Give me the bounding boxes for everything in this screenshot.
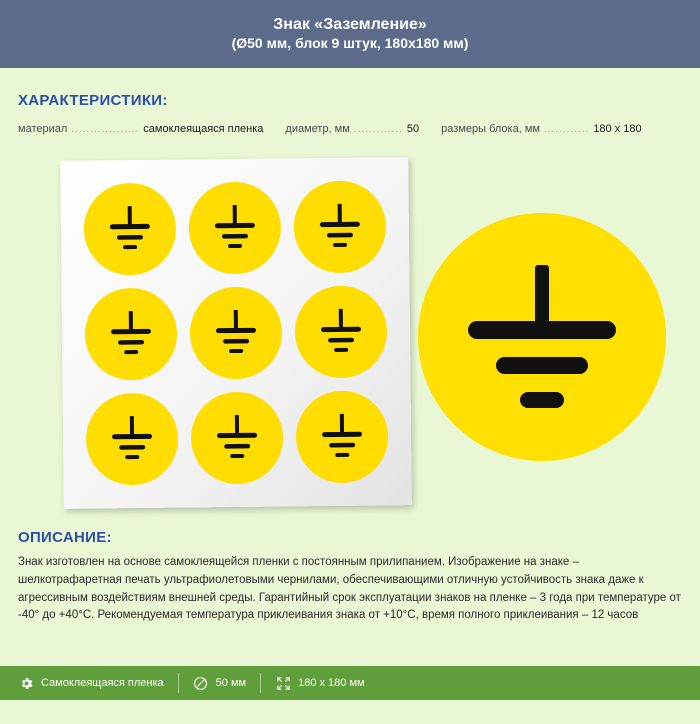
size-arrows-icon bbox=[275, 675, 291, 691]
characteristic-block-size-value: 180 х 180 bbox=[593, 123, 642, 135]
earth-ground-icon bbox=[452, 247, 632, 427]
ground-sign-small bbox=[296, 391, 389, 484]
ground-sign-small bbox=[191, 392, 284, 485]
ground-sign-large bbox=[418, 213, 666, 461]
footer-item-size bbox=[261, 666, 379, 700]
footer-item-diameter bbox=[179, 666, 260, 700]
ground-sign-small bbox=[190, 287, 283, 380]
earth-ground-icon bbox=[99, 303, 162, 366]
footer-item-diameter-label: 50 мм bbox=[215, 677, 247, 689]
footer-item-material bbox=[0, 666, 178, 700]
characteristic-material-label: материал bbox=[18, 123, 68, 135]
earth-ground-icon bbox=[98, 197, 161, 260]
earth-ground-icon bbox=[311, 406, 374, 469]
characteristic-diameter bbox=[285, 123, 419, 135]
ground-sign-small bbox=[294, 180, 387, 273]
content-area bbox=[0, 92, 700, 724]
gear-icon bbox=[18, 675, 34, 691]
characteristic-block-size bbox=[441, 123, 641, 135]
characteristic-diameter-value: 50 bbox=[406, 123, 420, 135]
ground-sign-small bbox=[83, 182, 176, 275]
ground-sign-small bbox=[85, 393, 178, 486]
description-text: Знак изготовлен на основе самоклеящейся пленки с постоянным прилипанием. Изображение на знаке – шелкотрафаретная печать ультрафиолетовыми чернилами, обеспечивающими отличную устойчивость знака даже к агрессивным воздействиям внешней среды. Гарантийный срок эксплуатации знаков на пленке – 3 года при температуре от -40° до +40°C. Рекомендуемая температура приклеивания знака от +10°C, время полного приклеивания – 12 часов bbox=[18, 556, 681, 622]
characteristics-row bbox=[18, 123, 682, 135]
dot-leader: .................. bbox=[71, 124, 140, 135]
characteristics-heading: ХАРАКТЕРИСТИКИ: bbox=[18, 92, 168, 109]
footer-bar bbox=[0, 666, 700, 700]
sticker-grid bbox=[76, 173, 395, 492]
footer-item-size-label: 180 х 180 мм bbox=[298, 677, 365, 689]
characteristic-block-size-label: размеры блока, мм bbox=[441, 123, 540, 135]
dot-leader: ............. bbox=[353, 124, 403, 135]
characteristic-material bbox=[18, 123, 263, 135]
footer-item-material-label: Самоклеящаяся пленка bbox=[41, 677, 164, 689]
earth-ground-icon bbox=[204, 196, 267, 259]
characteristic-material-value: самоклеящаяся пленка bbox=[143, 123, 264, 135]
description-heading: ОПИСАНИЕ: bbox=[18, 529, 112, 546]
product-image bbox=[18, 145, 682, 525]
earth-ground-icon bbox=[310, 301, 373, 364]
ground-sign-small bbox=[295, 285, 388, 378]
earth-ground-icon bbox=[206, 407, 269, 470]
ground-sign-small bbox=[188, 181, 281, 274]
earth-ground-icon bbox=[205, 302, 268, 365]
page-subtitle: (Ø50 мм, блок 9 штук, 180x180 мм) bbox=[231, 35, 469, 52]
earth-ground-icon bbox=[309, 195, 372, 258]
page-header bbox=[0, 0, 700, 68]
page-title: Знак «Заземление» bbox=[273, 16, 427, 34]
diameter-icon bbox=[193, 675, 209, 691]
ground-sign-small bbox=[84, 288, 177, 381]
characteristic-diameter-label: диаметр, мм bbox=[285, 123, 350, 135]
earth-ground-icon bbox=[100, 408, 163, 471]
dot-leader: ............ bbox=[543, 124, 590, 135]
sticker-sheet bbox=[60, 157, 412, 509]
